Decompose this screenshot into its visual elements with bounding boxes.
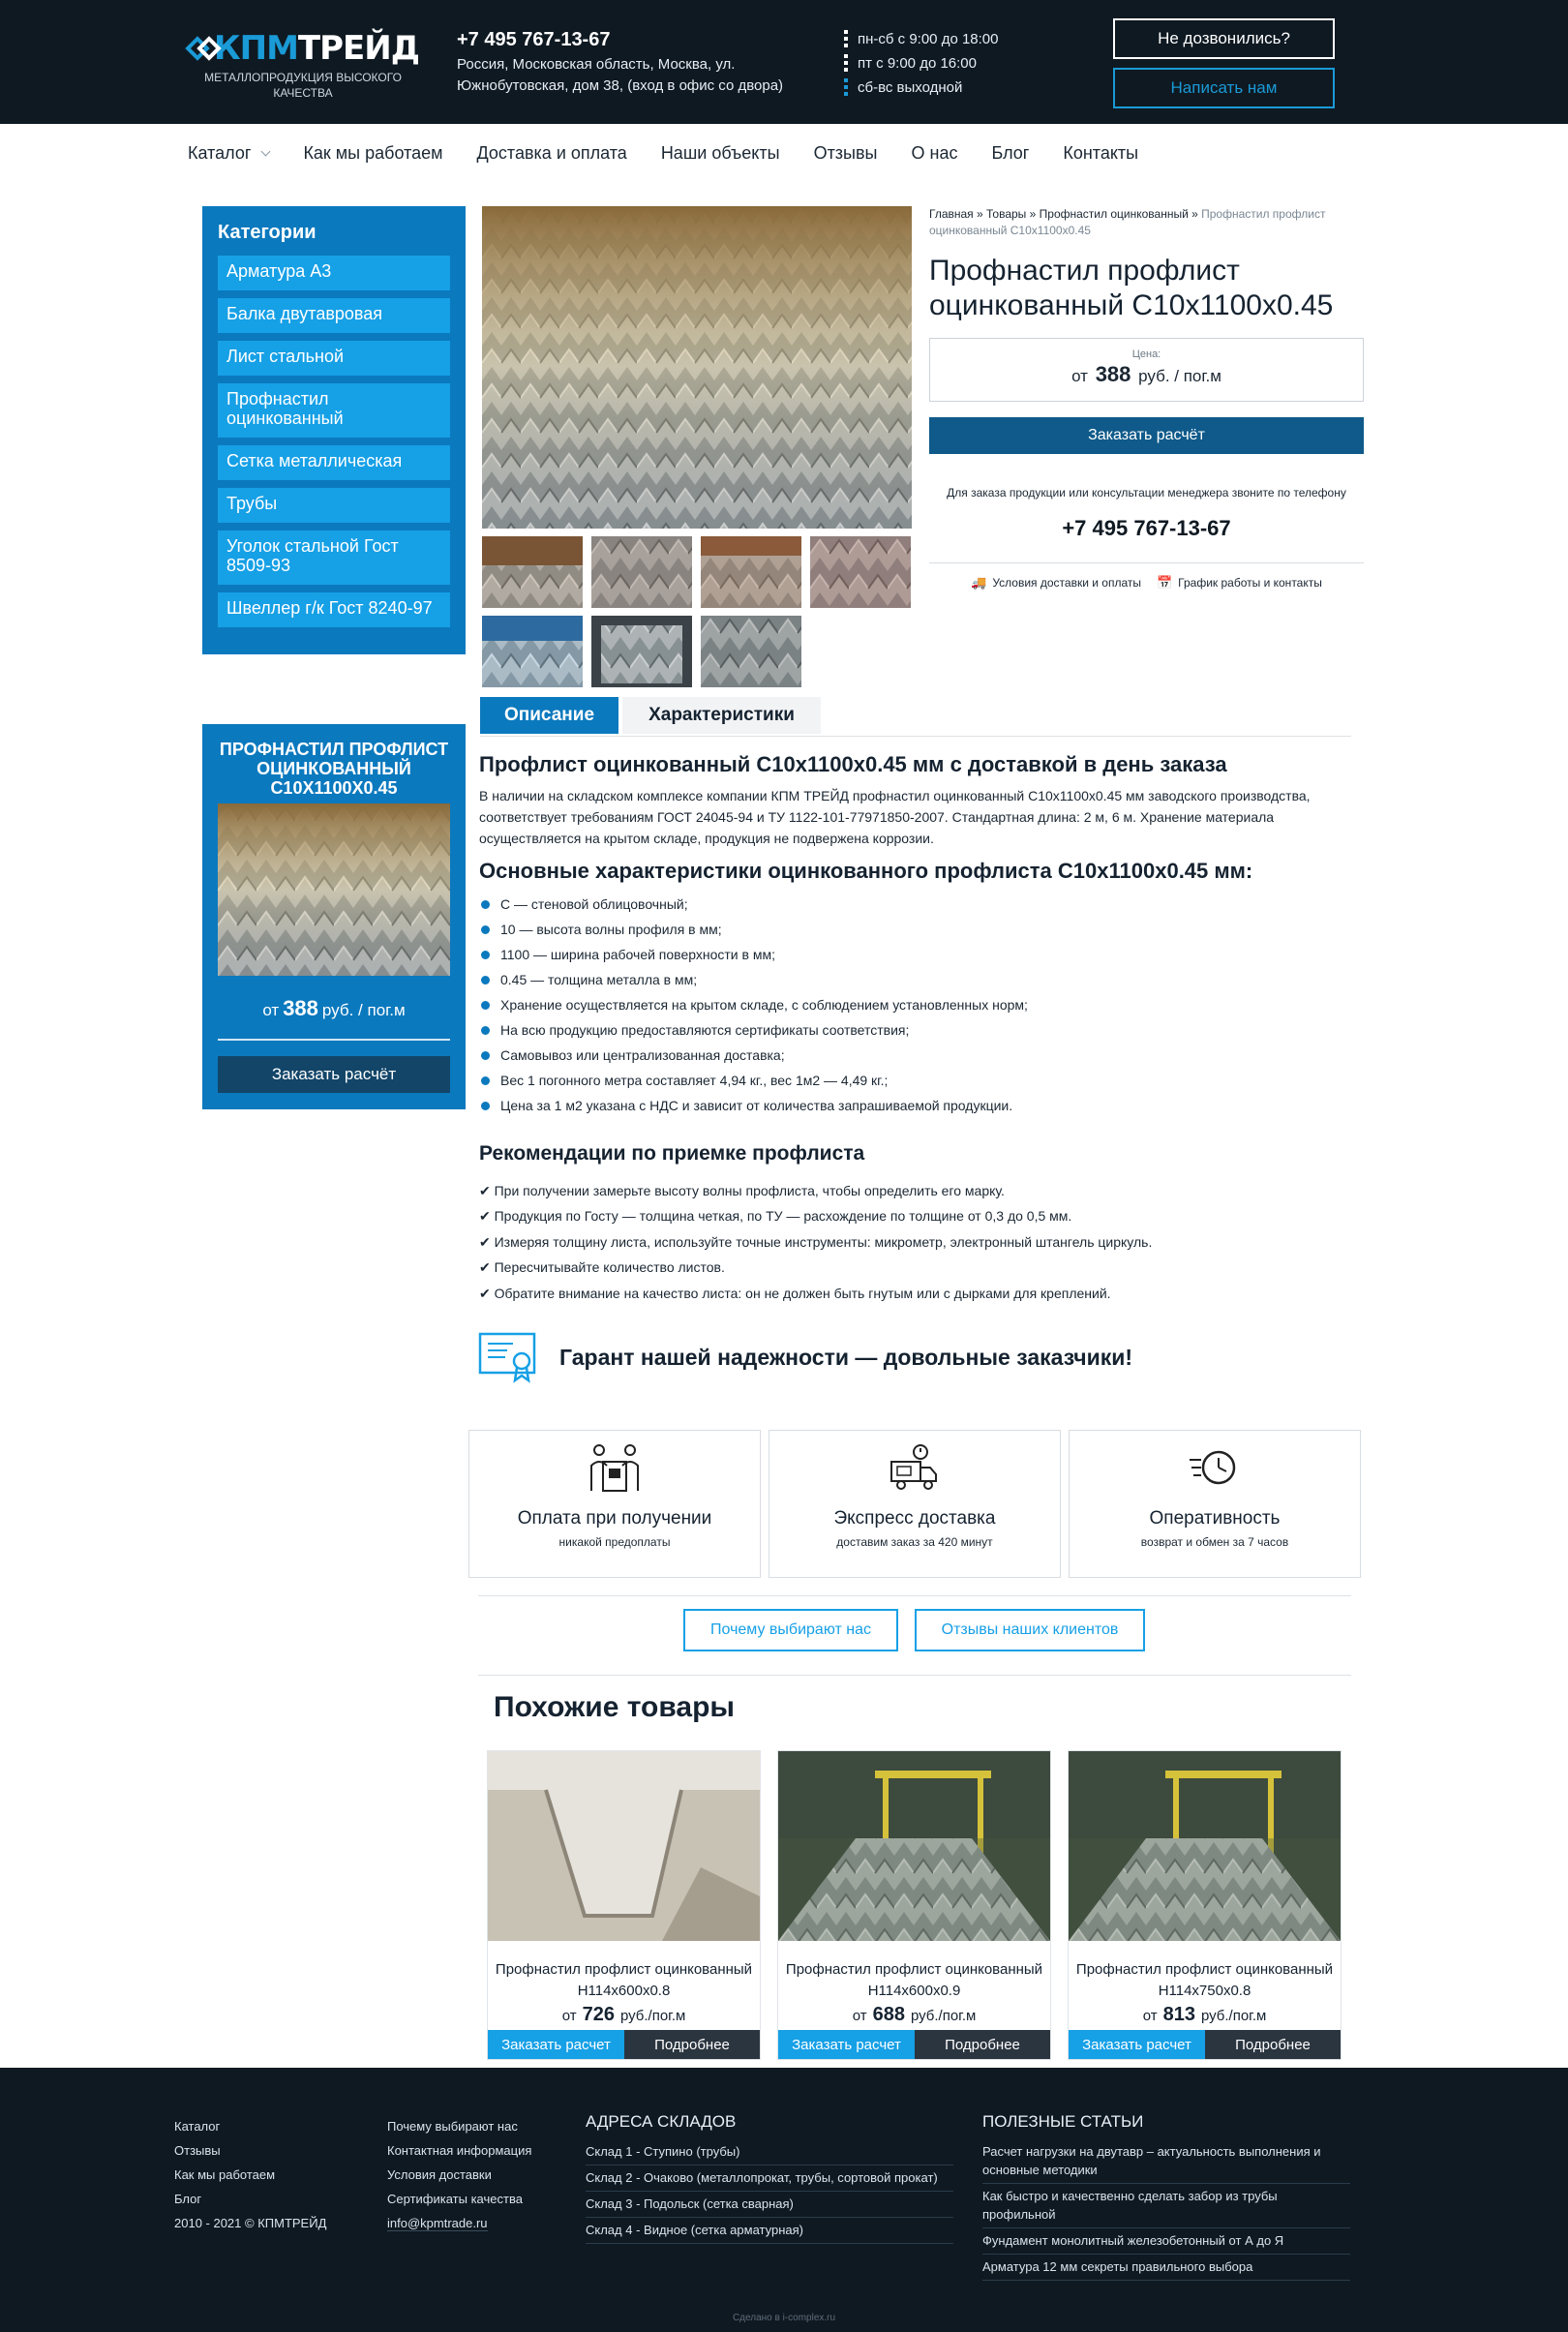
main-product-image[interactable] (482, 206, 912, 529)
divider (478, 1675, 1351, 1676)
price-unit: руб./пог.м (910, 2008, 977, 2024)
product-card[interactable] (1068, 1750, 1342, 2060)
footer-link[interactable]: Условия доставки (387, 2167, 492, 2182)
bullet-icon (481, 925, 490, 934)
footer-link[interactable]: Блог (174, 2192, 202, 2206)
thumbnail[interactable] (482, 536, 583, 608)
feature-title: Экспресс доставка (833, 1508, 996, 1529)
product-card-price (488, 2004, 760, 2026)
nav-item-blog[interactable]: Блог (991, 143, 1030, 163)
feature-title: Оплата при получении (517, 1508, 712, 1529)
list-item: ✔ Обратите внимание на качество листа: он не должен быть гнутым или с дырками для креплений. (479, 1285, 1111, 1301)
bullet-icon (481, 1001, 490, 1010)
hours-bar-icon (844, 78, 848, 98)
description-section (479, 752, 1350, 1307)
list-item-text: Цена за 1 м2 указана с НДС и зависит от количества запрашиваемой продукции. (500, 1098, 1013, 1113)
copyright: 2010 - 2021 © КПМТРЕЙД (174, 2216, 327, 2230)
description-paragraph: В наличии на складском комплексе компании КПМ ТРЕЙД профнастил оцинкованный С10х1100х0.45 мм заводского производства, соответствует требованиям ГОСТ 24045-94 и ТУ 1122-101-77971850-2007. Стандартная длина: 2 м, 6 м. Хранение материала осуществляется на крытом складе, продукция не подвержена коррозии. (479, 788, 1311, 846)
email-text: info@kpmtrade.ru (387, 2215, 488, 2230)
price-value: 388 (283, 996, 318, 1020)
header-address: Россия, Московская область, Москва, ул. Южнобутовская, дом 38, (вход в офис со двора) (457, 56, 784, 94)
info-links (929, 562, 1364, 601)
product-card-price (778, 2004, 1050, 2026)
breadcrumb-link[interactable]: Главная (929, 207, 974, 221)
client-reviews-button[interactable]: Отзывы наших клиентов (915, 1609, 1145, 1651)
card-details-button[interactable]: Подробнее (915, 2030, 1050, 2059)
list-item-text: На всю продукцию предоставляются сертификаты соответствия; (500, 1022, 910, 1038)
list-item (479, 942, 1350, 967)
tab-description[interactable]: Описание (480, 697, 618, 734)
price-prefix: от (561, 2008, 577, 2024)
feature-card (1069, 1430, 1361, 1578)
promo-order-button[interactable]: Заказать расчёт (218, 1056, 450, 1093)
nav-item-about[interactable]: О нас (911, 143, 958, 163)
product-card-image (778, 1751, 1050, 1941)
divider (218, 1039, 450, 1041)
list-item-text: С — стеновой облицовочный; (500, 896, 688, 912)
category-item[interactable]: Профнастил оцинкованный (218, 383, 450, 438)
features-row (468, 1430, 1369, 1578)
price-unit: руб./пог.м (619, 2008, 686, 2024)
price-prefix: от (1071, 367, 1088, 385)
nav-item-objects[interactable]: Наши объекты (660, 143, 780, 163)
schedule-link-label: График работы и контакты (1178, 575, 1322, 590)
category-item[interactable]: Уголок стальной Гост 8509-93 (218, 530, 450, 585)
price-value: 726 (582, 2004, 615, 2025)
category-item[interactable]: Балка двутавровая (218, 298, 450, 333)
address-item[interactable]: Склад 3 - Подольск (сетка сварная) (586, 2192, 953, 2218)
hours-bar-icon (844, 30, 848, 49)
footer-link[interactable]: Каталог (174, 2119, 221, 2134)
footer (0, 2068, 1568, 2332)
feature-subtitle: никакой предоплаты (558, 1535, 671, 1549)
logo-text-kpm: КПМ (213, 29, 298, 68)
logo[interactable] (187, 29, 419, 101)
price-label: Цена: (1131, 348, 1161, 360)
made-by[interactable]: Сделано в i-complex.ru (732, 2313, 836, 2323)
nav-item-how-we-work[interactable]: Как мы работаем (303, 143, 443, 163)
bullet-icon (481, 1051, 490, 1060)
list-item: ✔ Пересчитывайте количество листов. (479, 1259, 725, 1276)
thumbnail[interactable] (591, 616, 692, 687)
nav-item-reviews[interactable]: Отзывы (813, 143, 878, 163)
category-item[interactable]: Лист стальной (218, 341, 450, 376)
product-phone[interactable]: +7 495 767-13-67 (1062, 516, 1231, 540)
thumbnail[interactable] (701, 536, 801, 608)
footer-email-link[interactable] (387, 2211, 531, 2235)
breadcrumb-link[interactable]: Профнастил оцинкованный (1039, 207, 1189, 221)
thumbnail[interactable] (591, 536, 692, 608)
nav-label: Каталог (188, 143, 252, 163)
guarantee-title: Гарант нашей надежности — довольные заказчики! (559, 1344, 1133, 1370)
price-unit: руб. / пог.м (1138, 367, 1221, 385)
address-item[interactable]: Склад 4 - Видное (сетка арматурная) (586, 2218, 953, 2244)
logo-text-trade: ТРЕЙД (297, 29, 419, 68)
price-unit: руб. / пог.м (321, 1001, 406, 1019)
list-item (479, 967, 1350, 992)
feature-subtitle: доставим заказ за 420 минут (836, 1535, 993, 1549)
delivery-link-label: Условия доставки и оплаты (992, 575, 1141, 590)
logo-tagline: МЕТАЛЛОПРОДУКЦИЯ ВЫСОКОГО КАЧЕСТВА (204, 71, 402, 100)
thumbnail[interactable] (701, 616, 801, 687)
truck-icon: 🚚 (971, 574, 987, 590)
feature-title: Оперативность (1149, 1508, 1281, 1529)
promo-price (218, 996, 450, 1021)
spec-heading: Основные характеристики оцинкованного профлиста С10х1100х0.45 мм: (479, 859, 1253, 883)
article-link[interactable]: Как быстро и качественно сделать забор из трубы профильной (982, 2184, 1350, 2228)
list-item (479, 1068, 1350, 1093)
breadcrumb-link[interactable]: Товары (986, 207, 1027, 221)
list-item-text: Самовывоз или централизованная доставка; (500, 1047, 785, 1063)
article-link[interactable]: Фундамент монолитный железобетонный от А до Я (982, 2228, 1350, 2255)
article-link[interactable]: Расчет нагрузки на двутавр – актуальность выполнения и основные методики (982, 2139, 1350, 2184)
logo-diamond-icon (187, 36, 212, 61)
divider (478, 1595, 1351, 1596)
why-us-button[interactable]: Почему выбирают нас (683, 1609, 898, 1651)
product-card[interactable] (777, 1750, 1051, 2060)
chevron-down-icon (261, 146, 271, 156)
price (930, 362, 1363, 387)
call-note: Для заказа продукции или консультации менеджера звоните по телефону (947, 486, 1346, 500)
description-heading: Профлист оцинкованный С10х1100х0.45 мм с доставкой в день заказа (479, 752, 1227, 776)
footer-articles (982, 2112, 1350, 2281)
breadcrumb-current: Профнастил профлист оцинкованный С10х1100х0.45 (929, 207, 1326, 237)
page-title: Профнастил профлист оцинкованный С10х1100х0.45 (929, 255, 1334, 321)
product-card-name: Профнастил профлист оцинкованный Н114х750х0.8 (1075, 1961, 1334, 1999)
list-item-text: Хранение осуществляется на крытом складе, с соблюдением установленных норм; (500, 997, 1028, 1013)
bullet-icon (481, 1026, 490, 1035)
footer-col-1 (174, 2114, 326, 2235)
guarantee-block (478, 1330, 1132, 1384)
addresses-heading: АДРЕСА СКЛАДОВ (586, 2112, 737, 2131)
product-card-name: Профнастил профлист оцинкованный Н114х600х0.8 (495, 1961, 753, 1999)
address-item[interactable]: Склад 1 - Ступино (трубы) (586, 2139, 953, 2165)
nav-item-delivery[interactable]: Доставка и оплата (476, 143, 627, 163)
top-header (0, 0, 1568, 124)
list-item: ✔ При получении замерьте высоту волны профлиста, чтобы определить его марку. (479, 1182, 1005, 1198)
footer-link[interactable]: Почему выбирают нас (387, 2119, 518, 2134)
list-item: ✔ Продукция по Госту — толщина четкая, по ТУ — расхождение по толщине от 0,3 до 0,5 мм. (479, 1208, 1072, 1225)
thumbnail[interactable] (810, 536, 911, 608)
list-item-text: 0.45 — толщина металла в мм; (500, 972, 698, 987)
categories-panel (202, 206, 466, 654)
price-box (929, 338, 1364, 402)
breadcrumb: Главная » Товары » Профнастил оцинкованный » Профнастил профлист оцинкованный С10х1100х0.45 (929, 207, 1326, 237)
price-value: 388 (1095, 362, 1131, 386)
working-hours (844, 27, 999, 100)
list-item (479, 1093, 1350, 1118)
list-item (479, 992, 1350, 1017)
payment-icon (588, 1442, 642, 1493)
product-card[interactable] (487, 1750, 761, 2060)
hours-line: пт с 9:00 до 16:00 (858, 55, 977, 72)
bullet-icon (481, 1076, 490, 1085)
hours-bar-icon (844, 54, 848, 74)
card-order-button[interactable]: Заказать расчет (1069, 2030, 1205, 2059)
list-item-text: Вес 1 погонного метра составляет 4,94 кг., вес 1м2 — 4,49 кг.; (500, 1073, 889, 1088)
bullet-icon (481, 976, 490, 984)
card-details-button[interactable]: Подробнее (624, 2030, 760, 2059)
main-nav (188, 143, 1172, 164)
footer-link[interactable]: Сертификаты качества (387, 2192, 523, 2206)
price-value: 688 (872, 2004, 905, 2025)
delivery-truck-icon (888, 1442, 942, 1493)
hours-line: пн-сб с 9:00 до 18:00 (858, 31, 999, 47)
card-order-button[interactable]: Заказать расчет (778, 2030, 915, 2059)
hours-line: сб-вс выходной (858, 79, 963, 96)
order-calculation-button[interactable]: Заказать расчёт (929, 417, 1364, 454)
certificate-icon (478, 1330, 538, 1384)
footer-addresses (586, 2112, 953, 2244)
promo-card (202, 724, 466, 1109)
footer-link[interactable]: Контактная информация (387, 2143, 532, 2158)
spec-list (479, 892, 1350, 1118)
tab-specifications[interactable]: Характеристики (622, 697, 821, 734)
category-item[interactable]: Трубы (218, 488, 450, 523)
product-card-price (1069, 2004, 1341, 2026)
schedule-link[interactable] (1157, 575, 1322, 591)
product-card-name: Профнастил профлист оцинкованный Н114х600х0.9 (785, 1961, 1043, 1999)
promo-product-image (218, 803, 450, 976)
footer-link[interactable]: Отзывы (174, 2143, 221, 2158)
address-item[interactable]: Склад 2 - Очаково (металлопрокат, трубы, сортовой прокат) (586, 2165, 953, 2192)
fast-clock-icon (1188, 1442, 1242, 1493)
list-item (479, 1043, 1350, 1068)
write-us-button[interactable]: Написать нам (1113, 68, 1335, 108)
card-details-button[interactable]: Подробнее (1205, 2030, 1341, 2059)
list-item-text: 1100 — ширина рабочей поверхности в мм; (500, 947, 775, 962)
articles-heading: ПОЛЕЗНЫЕ СТАТЬИ (982, 2112, 1144, 2131)
calendar-icon: 📅 (1156, 574, 1173, 590)
feature-subtitle: возврат и обмен за 7 часов (1140, 1535, 1289, 1549)
feature-card (769, 1430, 1061, 1578)
product-tabs (480, 697, 1351, 737)
price-prefix: от (262, 1001, 280, 1019)
price-unit: руб./пог.м (1200, 2008, 1267, 2024)
callback-button[interactable]: Не дозвонились? (1113, 18, 1335, 59)
category-item[interactable]: Швеллер г/к Гост 8240-97 (218, 592, 450, 627)
category-item[interactable]: Сетка металлическая (218, 445, 450, 480)
delivery-link[interactable] (971, 575, 1141, 591)
list-item (479, 892, 1350, 917)
footer-col-2 (387, 2114, 531, 2235)
bullet-icon (481, 951, 490, 959)
promo-title: ПРОФНАСТИЛ ПРОФЛИСТ ОЦИНКОВАННЫЙ С10Х1100Х0.45 (219, 740, 449, 798)
product-card-image (488, 1751, 760, 1941)
categories-title: Категории (218, 222, 317, 243)
card-order-button[interactable]: Заказать расчет (488, 2030, 624, 2059)
category-item[interactable]: Арматура А3 (218, 256, 450, 290)
bullet-icon (481, 1102, 490, 1110)
thumbnail[interactable] (482, 616, 583, 687)
list-item (479, 917, 1350, 942)
feature-card (468, 1430, 761, 1578)
product-card-image (1069, 1751, 1341, 1941)
nav-item-catalog[interactable] (188, 143, 269, 164)
similar-heading: Похожие товары (494, 1691, 736, 1723)
header-phone[interactable]: +7 495 767-13-67 (457, 29, 611, 50)
price-prefix: от (852, 2008, 867, 2024)
price-value: 813 (1162, 2004, 1195, 2025)
article-link[interactable]: Арматура 12 мм секреты правильного выбора (982, 2255, 1350, 2281)
recommendations-list (479, 1178, 1350, 1307)
nav-item-contacts[interactable]: Контакты (1063, 143, 1139, 163)
price-prefix: от (1142, 2008, 1158, 2024)
list-item: ✔ Измеряя толщину листа, используйте точные инструменты: микрометр, электронный штангель циркуль. (479, 1233, 1153, 1250)
list-item-text: 10 — высота волны профиля в мм; (500, 922, 722, 937)
bullet-icon (481, 900, 490, 909)
recommendations-heading: Рекомендации по приемке профлиста (479, 1142, 865, 1165)
footer-link[interactable]: Как мы работаем (174, 2167, 276, 2182)
list-item (479, 1017, 1350, 1043)
